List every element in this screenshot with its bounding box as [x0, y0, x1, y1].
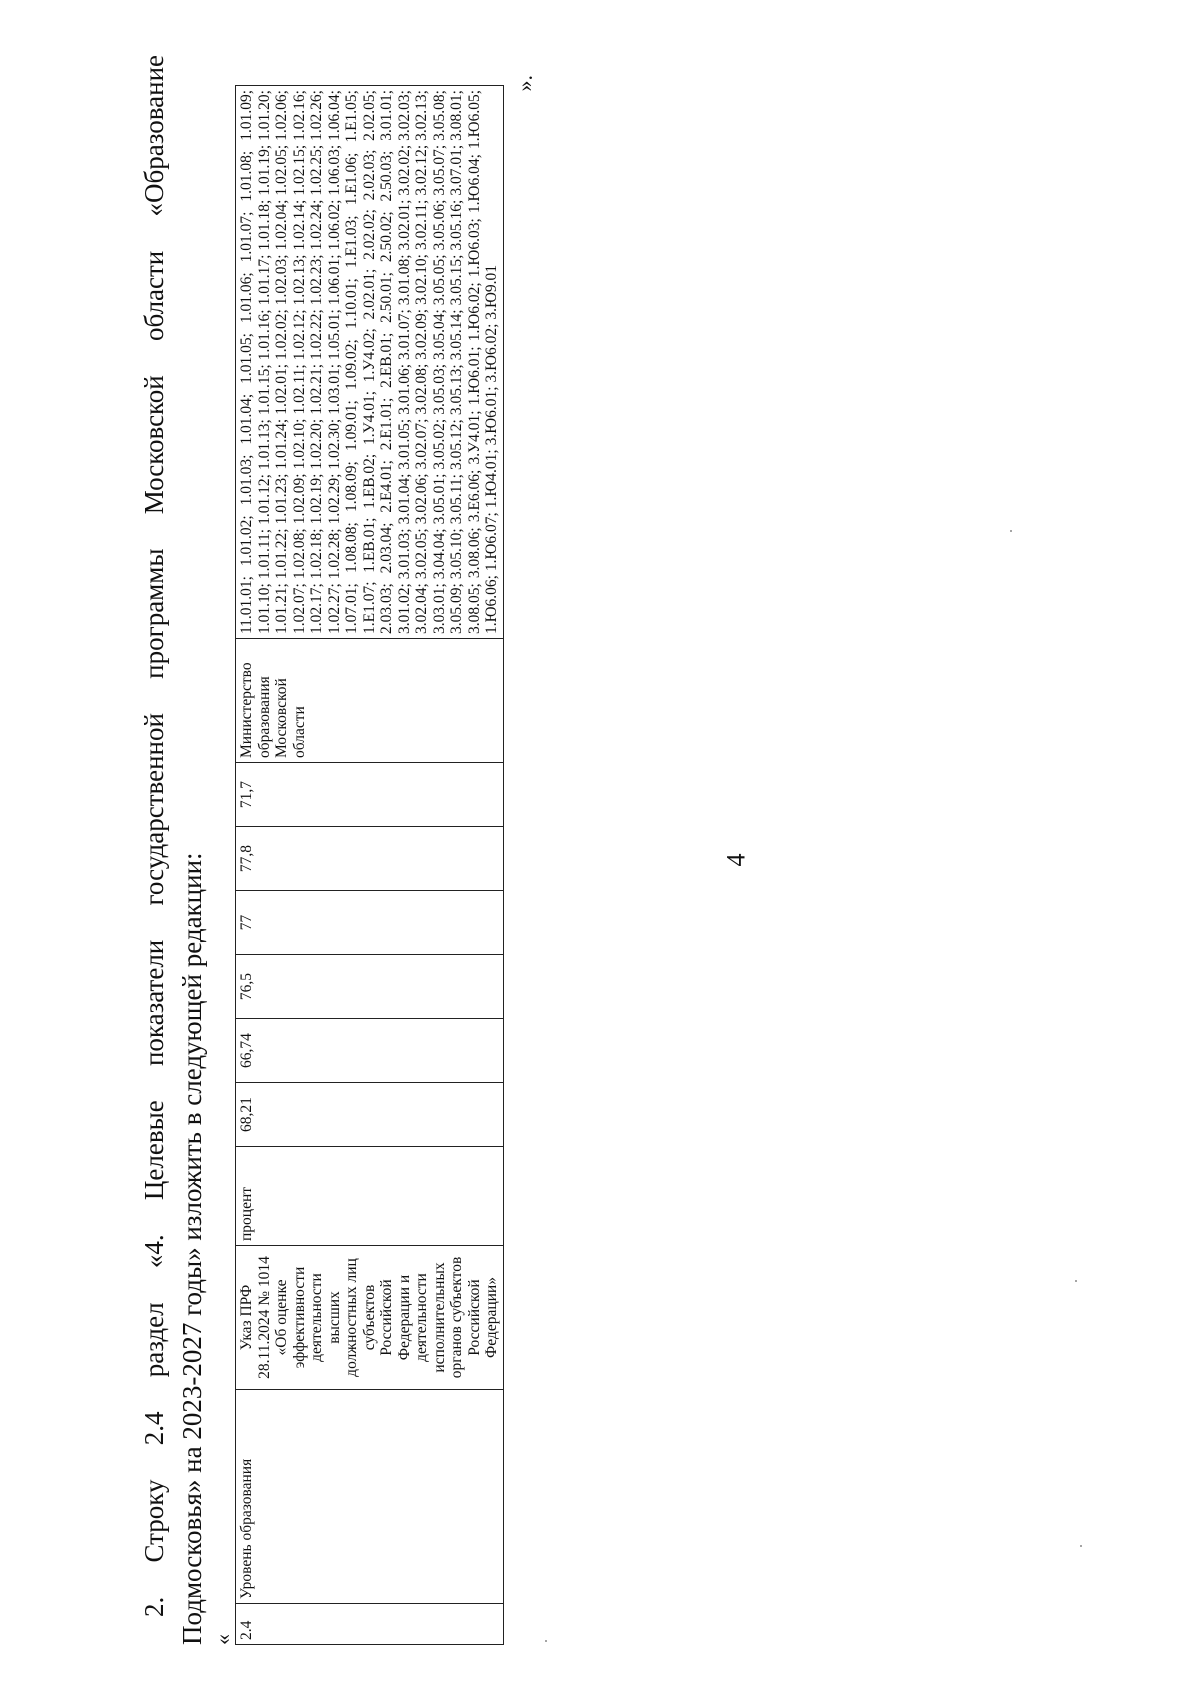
rotated-content	[135, 55, 965, 1645]
scan-speck	[545, 1640, 547, 1642]
value-cell: 76,5	[236, 955, 504, 1019]
intro-line-2: Подмосковья» на 2023-2027 годы» изложить в следующей редакции:	[177, 852, 207, 1645]
event-codes: 11.01.01; 1.01.02; 1.01.03; 1.01.04; 1.01.05; 1.01.06; 1.01.07; 1.01.08; 1.01.09; 1.01.10; 1.01.11; 1.01.12; 1.01.13; 1.01.15; 1.01.16; 1.01.17; 1.01.18; 1.01.19; 1.01.20; 1.01.21; 1.01.22; 1.01.23; 1.01.24; 1.02.01; 1.02.02; 1.02.03; 1.02.04; 1.02.05; 1.02.06; 1.02.07; 1.02.08; 1.02.09; 1.02.10; 1.02.11; 1.02.12; 1.02.13; 1.02.14; 1.02.15; 1.02.16; 1.02.17; 1.02.18; 1.02.19; 1.02.20; 1.02.21; 1.02.22; 1.02.23; 1.02.24; 1.02.25; 1.02.26; 1.02.27; 1.02.28; 1.02.29; 1.02.30; 1.03.01; 1.05.01; 1.06.01; 1.06.02; 1.06.03; 1.06.04; 1.07.01; 1.08.08; 1.08.09; 1.09.01; 1.09.02; 1.10.01; 1.Е1.03; 1.Е1.06; 1.Е1.05; 1.Е1.07; 1.ЕВ.01; 1.ЕВ.02; 1.У4.01; 1.У4.02; 2.02.01; 2.02.02; 2.02.03; 2.02.05; 2.03.03; 2.03.04; 2.Е4.01; 2.Е1.01; 2.ЕВ.01; 2.50.01; 2.50.02; 2.50.03; 3.01.01; 3.01.02; 3.01.03; 3.01.04; 3.01.05; 3.01.06; 3.01.07; 3.01.08; 3.02.01; 3.02.02; 3.02.03; 3.02.04; 3.02.05; 3.02.06; 3.02.07; 3.02.08; 3.02.09; 3.02.10; 3.02.11; 3.02.12; 3.02.13; 3.03.01; 3.04.04; 3.05.01; 3.05.02; 3.05.03; 3.05.04; 3.05.05; 3.05.06; 3.05.07; 3.05.08; 3.05.09; 3.05.10; 3.05.11; 3.05.12; 3.05.13; 3.05.14; 3.05.15; 3.05.16; 3.07.01; 3.08.01; 3.08.05; 3.08.06; 3.Е6.06; 3.У4.01; 1.Ю6.01; 1.Ю6.02; 1.Ю6.03; 1.Ю6.04; 1.Ю6.05; 1.Ю6.06; 1.Ю6.07; 1.Ю4.01; 3.Ю6.01; 3.Ю6.02; 3.Ю9.01	[236, 86, 504, 639]
unit-of-measure: процент	[236, 1147, 504, 1246]
scan-speck	[1080, 1545, 1082, 1547]
table-row	[236, 86, 504, 1645]
row-number: 2.4	[236, 1604, 504, 1645]
value-cell: 77	[236, 891, 504, 955]
intro-paragraph	[135, 55, 211, 1645]
value-cell: 68,21	[236, 1083, 504, 1147]
indicator-name: Уровень образования	[236, 1390, 504, 1604]
indicator-table	[235, 85, 504, 1645]
closing-quote: ».	[511, 75, 537, 92]
scan-speck	[1010, 530, 1012, 532]
value-cell: 66,74	[236, 1019, 504, 1083]
value-cell: 77,8	[236, 827, 504, 891]
intro-line-1: 2. Строку 2.4 раздел «4. Целевые показатели государственной программы Московской области «Образование	[139, 55, 169, 1617]
value-cell: 71,7	[236, 763, 504, 827]
legal-basis: Указ ПРФ 28.11.2024 № 1014 «Об оценке эффективности деятельности высших должностных лиц субъектов Российской Федерации и деятельности исполнительных органов субъектов Российской Федерации»	[236, 1246, 504, 1390]
page-number: 4	[721, 853, 751, 867]
opening-quote: «	[210, 1634, 235, 1645]
responsible-body: Министерство образования Московской области	[236, 639, 504, 763]
scan-speck	[1075, 1280, 1077, 1282]
